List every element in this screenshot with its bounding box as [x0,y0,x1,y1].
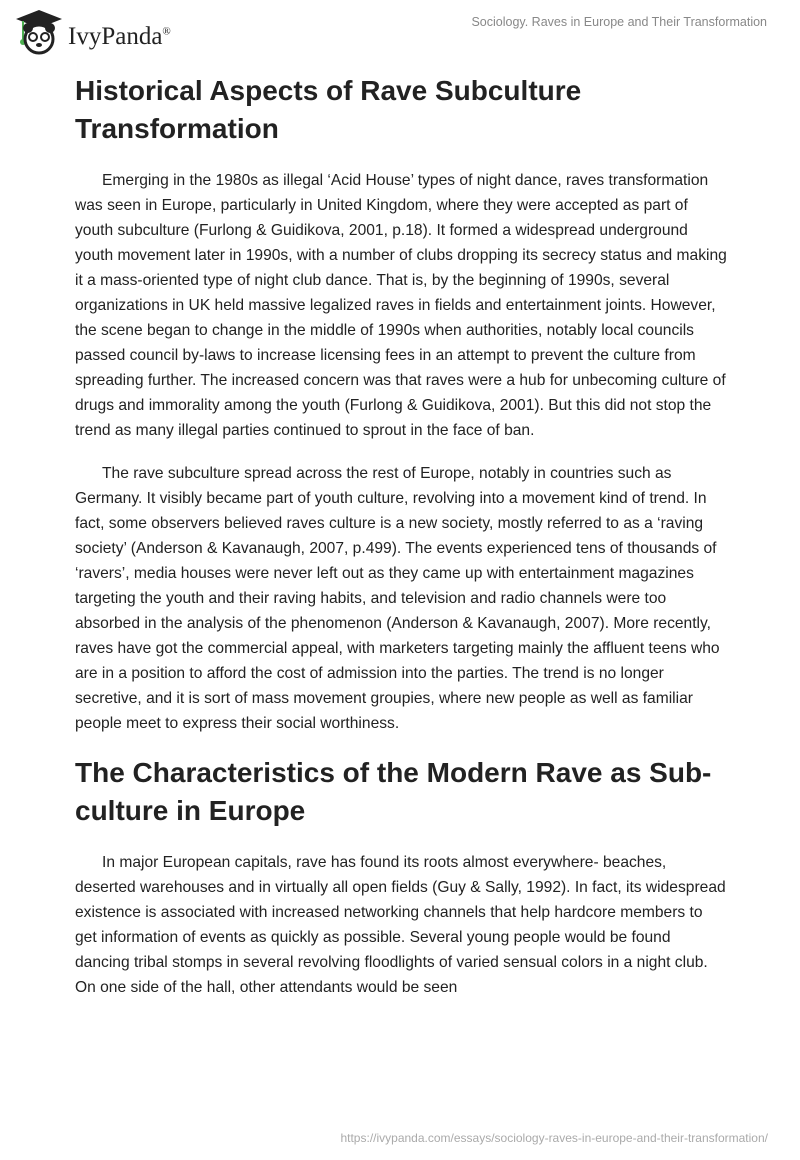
ivypanda-logo[interactable] [14,8,171,56]
panda-graduate-icon [14,8,64,56]
paragraph: Emerging in the 1980s as illegal ‘Acid House’ types of night dance, raves transformation was seen in Europe, particularly in United Kingdom, where they were accepted as part of youth subculture (Furlong & Guidikova, 2001, p.18). It formed a widespread underground youth movement later in 1990s, with a number of clubs dropping its secrecy status and making it a mass-oriented type of night club dance. That is, by the beginning of 1990s, several organizations in UK held massive legalized raves in fields and entertainment joints. However, the scene began to change in the middle of 1990s when authorities, notably local councils passed council by-laws to increase licensing fees in an attempt to prevent the culture from spreading further. The increased concern was that raves were a hub for unbecoming culture of drugs and immorality among the youth (Furlong & Guidikova, 2001). But this did not stop the trend as many illegal parties continued to sprout in the face of ban. [75,172,727,439]
section-heading: The Characteristics of the Modern Rave as Sub-culture in Europe [75,757,712,826]
section-heading: Historical Aspects of Rave Subculture Transformation [75,75,582,144]
article-body [75,72,727,1018]
paragraph: In major European capitals, rave has found its roots almost everywhere- beaches, deserted warehouses and in virtually all open fields (Guy & Sally, 1992). In fact, its widespread existence is associated with increased networking channels that help hardcore members to get information of events as quickly as possible. Several young people would be found dancing tribal stomps in several revolving floodlights of varied sensual colors in a night club. On one side of the hall, other attendants would be seen [75,854,726,996]
source-url-link[interactable]: https://ivypanda.com/essays/sociology-raves-in-europe-and-their-transformation/ [340,1131,768,1145]
paragraph: The rave subculture spread across the rest of Europe, notably in countries such as Germany. It visibly became part of youth culture, revolving into a movement kind of trend. In fact, some observers believed raves culture is a new society, mostly referred to as a ‘raving society’ (Anderson & Kavanaugh, 2007, p.499). The events experienced tens of thousands of ‘ravers’, media houses were never left out as they came up with entertainment magazines targeting the youth and their raving habits, and television and radio channels were too absorbed in the analysis of the phenomenon (Anderson & Kavanaugh, 2007). More recently, raves have got the commercial appeal, with marketers targeting mainly the affluent teens who are in a position to afford the cost of admission into the parties. The trend is no longer secretive, and it is sort of mass movement groupies, where new people as well as familiar people meet to express their social worthiness. [75,465,720,732]
document-title: Sociology. Raves in Europe and Their Transformation [471,15,767,29]
logo-text: IvyPanda® [68,23,171,50]
